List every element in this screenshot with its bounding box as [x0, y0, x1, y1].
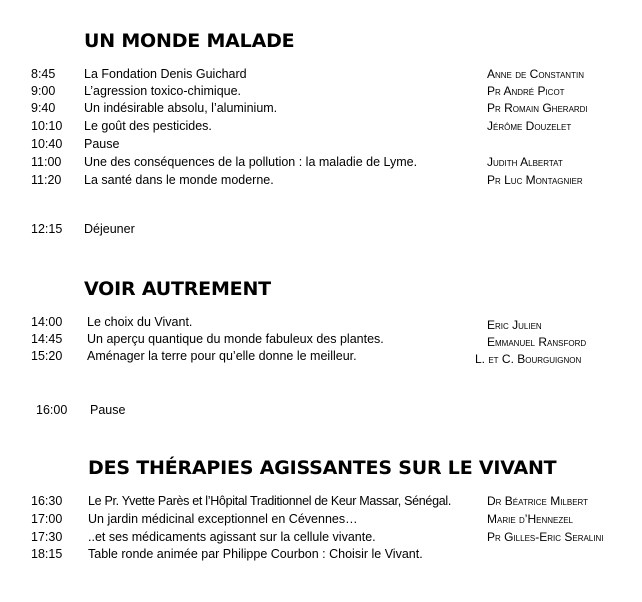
- time: 14:45: [31, 332, 63, 346]
- break-row: [0, 402, 642, 418]
- schedule-row: [0, 154, 642, 170]
- schedule-row: [0, 331, 642, 347]
- speaker: Jérôme Douzelet: [487, 119, 572, 133]
- speaker: Pr Romain Gherardi: [487, 101, 588, 115]
- speaker: Emmanuel Ransford: [487, 335, 587, 349]
- time: 14:00: [31, 315, 63, 329]
- talk-title: Une des conséquences de la pollution : la maladie de Lyme.: [84, 155, 418, 169]
- section-title-un-monde-malade: UN MONDE MALADE: [84, 30, 295, 52]
- schedule-row: [0, 314, 642, 330]
- talk-title: Aménager la terre pour qu’elle donne le meilleur.: [87, 349, 357, 363]
- time: 9:00: [31, 84, 56, 98]
- schedule-row: [0, 136, 642, 152]
- time: 16:30: [31, 494, 63, 508]
- speaker: Pr Luc Montagnier: [487, 173, 583, 187]
- schedule-row: [0, 529, 642, 545]
- speaker: Eric Julien: [487, 318, 542, 332]
- talk-title: Un aperçu quantique du monde fabuleux des plantes.: [87, 332, 384, 346]
- schedule-row: [0, 172, 642, 188]
- speaker: Marie d’Hennezel: [487, 512, 574, 526]
- time: 8:45: [31, 67, 56, 81]
- time: 10:40: [31, 137, 63, 151]
- talk-title: Table ronde animée par Philippe Courbon : Choisir le Vivant.: [88, 547, 423, 561]
- break-row: [0, 221, 642, 237]
- time: 11:20: [31, 173, 62, 187]
- time: 9:40: [31, 101, 56, 115]
- time: 18:15: [31, 547, 63, 561]
- time: 15:20: [31, 349, 63, 363]
- talk-title: Le Pr. Yvette Parès et l’Hôpital Traditionnel de Keur Massar, Sénégal.: [88, 494, 452, 508]
- speaker: Anne de Constantin: [487, 67, 584, 81]
- time: 16:00: [36, 403, 68, 417]
- schedule-row: [0, 118, 642, 134]
- time: 12:15: [31, 222, 63, 236]
- schedule-row: [0, 348, 642, 364]
- speaker: Pr Gilles-Eric Seralini: [487, 530, 604, 544]
- break-label: Déjeuner: [84, 222, 135, 236]
- speaker: L. et C. Bourguignon: [475, 352, 582, 366]
- talk-title: Un indésirable absolu, l’aluminium.: [84, 101, 278, 115]
- talk-title: L’agression toxico-chimique.: [84, 84, 242, 98]
- talk-title: Pause: [84, 137, 120, 151]
- time: 11:00: [31, 155, 62, 169]
- schedule-row: [0, 100, 642, 116]
- talk-title: La Fondation Denis Guichard: [84, 67, 247, 81]
- speaker: Pr André Picot: [487, 84, 565, 98]
- speaker: Dr Béatrice Milbert: [487, 494, 589, 508]
- schedule-row: [0, 83, 642, 99]
- section-title-des-therapies: DES THÉRAPIES AGISSANTES SUR LE VIVANT: [88, 457, 557, 479]
- schedule-row: [0, 546, 642, 562]
- section-title-voir-autrement: VOIR AUTREMENT: [84, 278, 271, 300]
- talk-title: La santé dans le monde moderne.: [84, 173, 274, 187]
- talk-title: ..et ses médicaments agissant sur la cellule vivante.: [88, 530, 376, 544]
- time: 17:30: [31, 530, 63, 544]
- schedule-row: [0, 66, 642, 82]
- time: 10:10: [31, 119, 63, 133]
- schedule-row: [0, 493, 642, 509]
- schedule-row: [0, 511, 642, 527]
- talk-title: Un jardin médicinal exceptionnel en Cévennes…: [88, 512, 358, 526]
- talk-title: Le goût des pesticides.: [84, 119, 212, 133]
- talk-title: Le choix du Vivant.: [87, 315, 193, 329]
- speaker: Judith Albertat: [487, 155, 563, 169]
- break-label: Pause: [90, 403, 126, 417]
- time: 17:00: [31, 512, 63, 526]
